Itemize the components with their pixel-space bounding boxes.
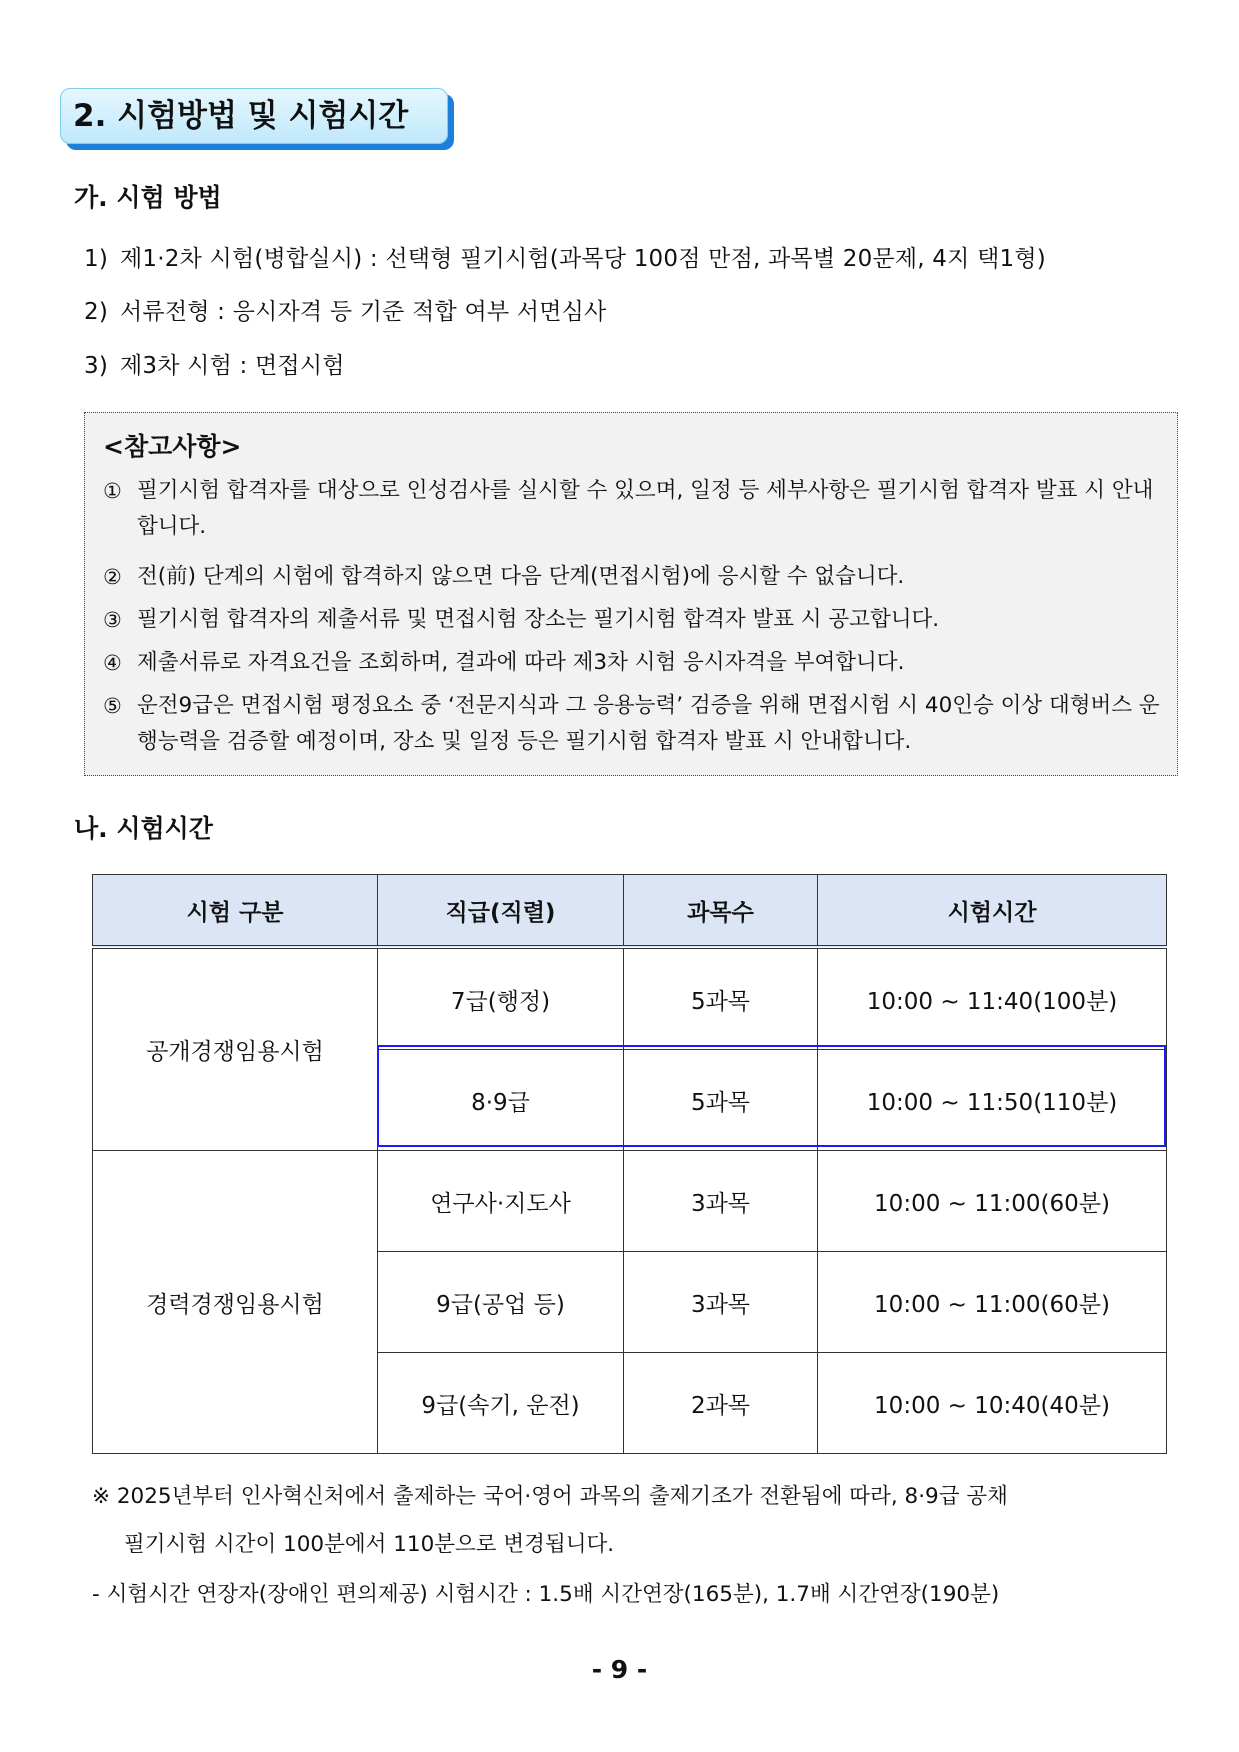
method-item-text: 제3차 시험 : 면접시험: [120, 353, 345, 379]
note-item: [103, 559, 1163, 595]
notes-title: <참고사항>: [103, 432, 242, 461]
note-item: [103, 473, 1163, 545]
grade-cell: 8·9급: [378, 1050, 624, 1151]
note-item-mark: ③: [103, 608, 122, 632]
footnote-line: 필기시험 시간이 100분에서 110분으로 변경됩니다.: [124, 1532, 615, 1557]
note-item: [103, 688, 1163, 760]
column-header-time: 시험시간: [818, 875, 1167, 948]
note-item-text: 운전9급은 면접시험 평정요소 중 ‘전문지식과 그 응용능력’ 검증을 위해 면접시험 시 40인승 이상 대형버스 운행능력을 검증할 예정이며, 장소 및 일정 등은 필기시험 합격자 발표 시 안내합니다.: [137, 693, 1160, 754]
method-item-number: 1): [84, 246, 109, 272]
footnote-line: ※ 2025년부터 인사혁신처에서 출제하는 국어·영어 과목의 출제기조가 전환됨에 따라, 8·9급 공채: [92, 1484, 1008, 1509]
page-number: - 9 -: [591, 1655, 648, 1684]
method-item: [84, 243, 1046, 275]
subjects-cell: 5과목: [624, 1050, 818, 1151]
note-item: [103, 602, 1163, 638]
note-item-mark: ⑤: [103, 694, 122, 718]
grade-cell: 7급(행정): [378, 947, 624, 1050]
schedule-heading: 나. 시험시간: [74, 814, 213, 843]
column-header-category: 시험 구분: [93, 875, 378, 948]
method-item: [84, 350, 345, 382]
method-item-text: 서류전형 : 응시자격 등 기준 적합 여부 서면심사: [120, 299, 607, 325]
table-row: [93, 947, 1167, 1050]
notes-box: [84, 412, 1178, 776]
table-header-row: [93, 875, 1167, 948]
note-item-text: 필기시험 합격자의 제출서류 및 면접시험 장소는 필기시험 합격자 발표 시 공고합니다.: [137, 607, 940, 632]
category-cell: 공개경쟁임용시험: [93, 947, 378, 1151]
time-cell: 10:00 ~ 11:40(100분): [818, 947, 1167, 1050]
exam-schedule-table: [92, 874, 1167, 1454]
section-title: 2. 시험방법 및 시험시간: [60, 88, 448, 144]
note-item-text: 필기시험 합격자를 대상으로 인성검사를 실시할 수 있으며, 일정 등 세부사항은 필기시험 합격자 발표 시 안내합니다.: [137, 478, 1154, 539]
column-header-grade: 직급(직렬): [378, 875, 624, 948]
time-cell: 10:00 ~ 11:50(110분): [818, 1050, 1167, 1151]
note-item-mark: ④: [103, 651, 122, 675]
method-item-number: 3): [84, 353, 109, 379]
method-item-text: 제1·2차 시험(병합실시) : 선택형 필기시험(과목당 100점 만점, 과목별 20문제, 4지 택1형): [120, 246, 1046, 272]
note-item-text: 전(前) 단계의 시험에 합격하지 않으면 다음 단계(면접시험)에 응시할 수 없습니다.: [137, 564, 905, 589]
subjects-cell: 3과목: [624, 1252, 818, 1353]
footnote-line: - 시험시간 연장자(장애인 편의제공) 시험시간 : 1.5배 시간연장(165분), 1.7배 시간연장(190분): [92, 1582, 1000, 1607]
column-header-subjects: 과목수: [624, 875, 818, 948]
grade-cell: 연구사·지도사: [378, 1151, 624, 1252]
time-cell: 10:00 ~ 11:00(60분): [818, 1252, 1167, 1353]
subjects-cell: 5과목: [624, 947, 818, 1050]
subjects-cell: 2과목: [624, 1353, 818, 1454]
time-cell: 10:00 ~ 11:00(60분): [818, 1151, 1167, 1252]
grade-cell: 9급(공업 등): [378, 1252, 624, 1353]
method-item: [84, 296, 606, 328]
table-row: [93, 1151, 1167, 1252]
grade-cell: 9급(속기, 운전): [378, 1353, 624, 1454]
note-item-mark: ②: [103, 565, 122, 589]
methods-heading: 가. 시험 방법: [74, 183, 222, 212]
category-cell: 경력경쟁임용시험: [93, 1151, 378, 1454]
note-item-text: 제출서류로 자격요건을 조회하며, 결과에 따라 제3차 시험 응시자격을 부여합니다.: [137, 650, 905, 675]
method-item-number: 2): [84, 299, 109, 325]
note-item: [103, 645, 1163, 681]
subjects-cell: 3과목: [624, 1151, 818, 1252]
time-cell: 10:00 ~ 10:40(40분): [818, 1353, 1167, 1454]
note-item-mark: ①: [103, 479, 122, 503]
